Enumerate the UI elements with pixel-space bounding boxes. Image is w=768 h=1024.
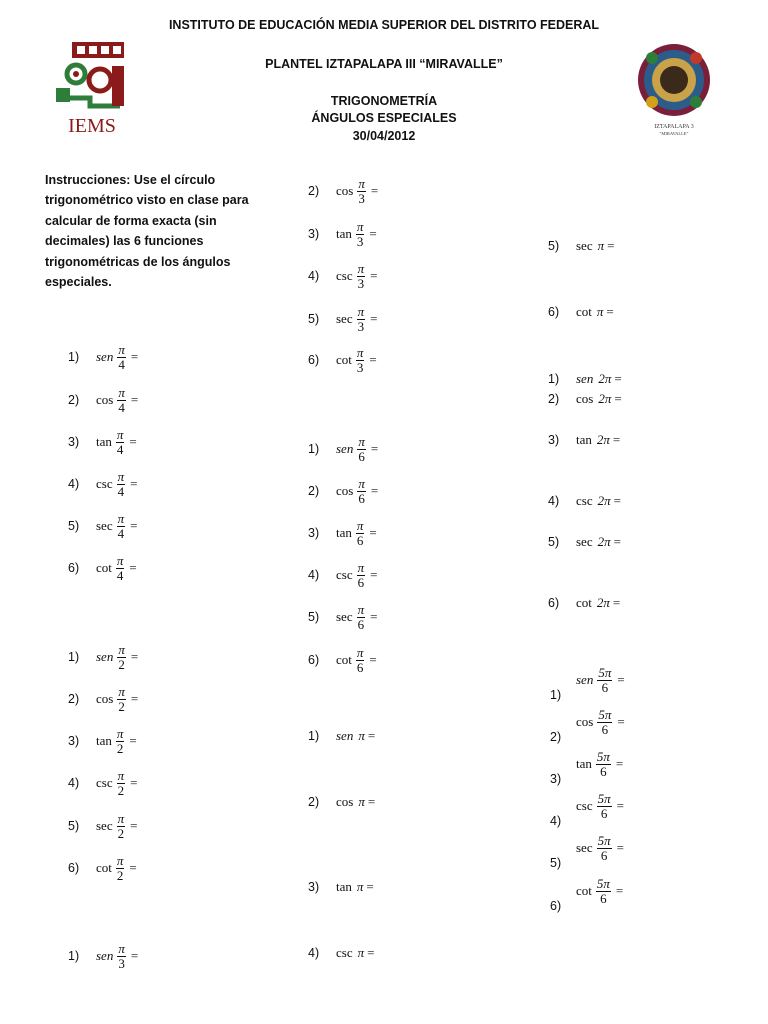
exercise-tan-pi: 3) tan π = <box>308 879 374 894</box>
instructions <box>45 170 255 292</box>
date: 30/04/2012 <box>352 129 416 143</box>
exercise-cos-pi-4: 2) cos $\frac{\pi}{4}$ = <box>68 384 139 415</box>
exercise-number: 5) <box>550 856 562 870</box>
institution-title: INSTITUTO DE EDUCACIÓN MEDIA SUPERIOR DEL DISTRITO FEDERAL <box>168 18 600 32</box>
topic-title: ÁNGULOS ESPECIALES <box>311 111 457 125</box>
seal-subcaption: "MIRAVALLE" <box>659 131 689 136</box>
exercise-tan-pi-4: 3) tan $\frac{\pi}{4}$ = <box>68 426 137 457</box>
exercise-tan-5pi-6: tan $\frac{5\pi}{6}$ = <box>576 748 624 779</box>
exercise-sec-pi-6: 5) sec $\frac{\pi}{6}$ = <box>308 601 378 632</box>
exercise-cot-5pi-6: cot $\frac{5\pi}{6}$ = <box>576 875 624 906</box>
iems-logo <box>50 36 134 136</box>
exercise-sen-pi-6: 1) sen $\frac{\pi}{6}$ = <box>308 433 379 464</box>
subject-title: TRIGONOMETRÍA <box>330 94 438 108</box>
exercise-cos-pi-3: 2) cos $\frac{\pi}{3}$ = <box>308 175 379 206</box>
exercise-csc-pi-4: 4) csc $\frac{\pi}{4}$ = <box>68 468 138 499</box>
instructions-line: decimales) las 6 funciones <box>45 234 204 249</box>
exercise-sec-pi: 5) sec π = <box>548 238 615 253</box>
exercise-sen-pi-2: 1) sen $\frac{\pi}{2}$ = <box>68 641 139 672</box>
exercise-cos-2pi: 2) cos 2π = <box>548 391 622 406</box>
exercise-cot-pi-6: 6) cot $\frac{\pi}{6}$ = <box>308 644 377 675</box>
exercise-sec-pi-2: 5) sec $\frac{\pi}{2}$ = <box>68 810 138 841</box>
exercise-number: 6) <box>550 899 562 913</box>
exercise-cot-pi-3: 6) cot $\frac{\pi}{3}$ = <box>308 344 377 375</box>
exercise-csc-pi-2: 4) csc $\frac{\pi}{2}$ = <box>68 767 138 798</box>
exercise-csc-pi: 4) csc π = <box>308 945 375 960</box>
exercise-tan-2pi: 3) tan 2π = <box>548 432 621 447</box>
exercise-csc-pi-6: 4) csc $\frac{\pi}{6}$ = <box>308 559 378 590</box>
exercise-cos-pi-6: 2) cos $\frac{\pi}{6}$ = <box>308 475 379 506</box>
exercise-sen-pi-3: 1) sen $\frac{\pi}{3}$ = <box>68 940 139 971</box>
exercise-cos-pi-2: 2) cos $\frac{\pi}{2}$ = <box>68 683 139 714</box>
exercise-sen-pi-4: 1) sen $\frac{\pi}{4}$ = <box>68 341 139 372</box>
exercise-number: 1) <box>550 688 562 702</box>
exercise-tan-pi-3: 3) tan $\frac{\pi}{3}$ = <box>308 218 377 249</box>
exercise-sen-pi: 1) sen π = <box>308 728 376 743</box>
instructions-line: especiales. <box>45 275 112 290</box>
exercise-cos-5pi-6: cos $\frac{5\pi}{6}$ = <box>576 706 625 737</box>
exercise-tan-pi-6: 3) tan $\frac{\pi}{6}$ = <box>308 517 377 548</box>
instructions-line: calcular de forma exacta (sin <box>45 213 217 228</box>
iems-logo-text: IEMS <box>68 115 116 136</box>
exercise-cot-2pi: 6) cot 2π = <box>548 595 621 610</box>
instructions-line: trigonométricas de los ángulos <box>45 254 231 269</box>
miravalle-seal-logo <box>632 36 716 136</box>
instructions-line: trigonométrico visto en clase para <box>45 193 249 208</box>
exercise-sec-pi-3: 5) sec $\frac{\pi}{3}$ = <box>308 303 378 334</box>
exercise-cot-pi-2: 6) cot $\frac{\pi}{2}$ = <box>68 852 137 883</box>
exercise-sen-2pi: 1) sen 2π = <box>548 371 622 386</box>
exercise-number: 4) <box>550 814 562 828</box>
seal-caption: IZTAPALAPA 3 <box>654 124 694 130</box>
exercise-sec-5pi-6: sec $\frac{5\pi}{6}$ = <box>576 832 624 863</box>
campus-title: PLANTEL IZTAPALAPA III “MIRAVALLE” <box>265 57 503 71</box>
instructions-line: Instrucciones: Use el círculo <box>45 173 216 187</box>
exercise-cos-pi: 2) cos π = <box>308 794 376 809</box>
exercise-sec-pi-4: 5) sec $\frac{\pi}{4}$ = <box>68 510 138 541</box>
exercise-csc-5pi-6: csc $\frac{5\pi}{6}$ = <box>576 790 624 821</box>
exercise-csc-pi-3: 4) csc $\frac{\pi}{3}$ = <box>308 260 378 291</box>
exercise-cot-pi: 6) cot π = <box>548 304 614 319</box>
exercise-number: 3) <box>550 772 562 786</box>
exercise-tan-pi-2: 3) tan $\frac{\pi}{2}$ = <box>68 725 137 756</box>
exercise-csc-2pi: 4) csc 2π = <box>548 493 621 508</box>
exercise-cot-pi-4: 6) cot $\frac{\pi}{4}$ = <box>68 552 137 583</box>
exercise-sec-2pi: 5) sec 2π = <box>548 534 621 549</box>
exercise-sen-5pi-6: sen $\frac{5\pi}{6}$ = <box>576 664 625 695</box>
exercise-number: 2) <box>550 730 562 744</box>
